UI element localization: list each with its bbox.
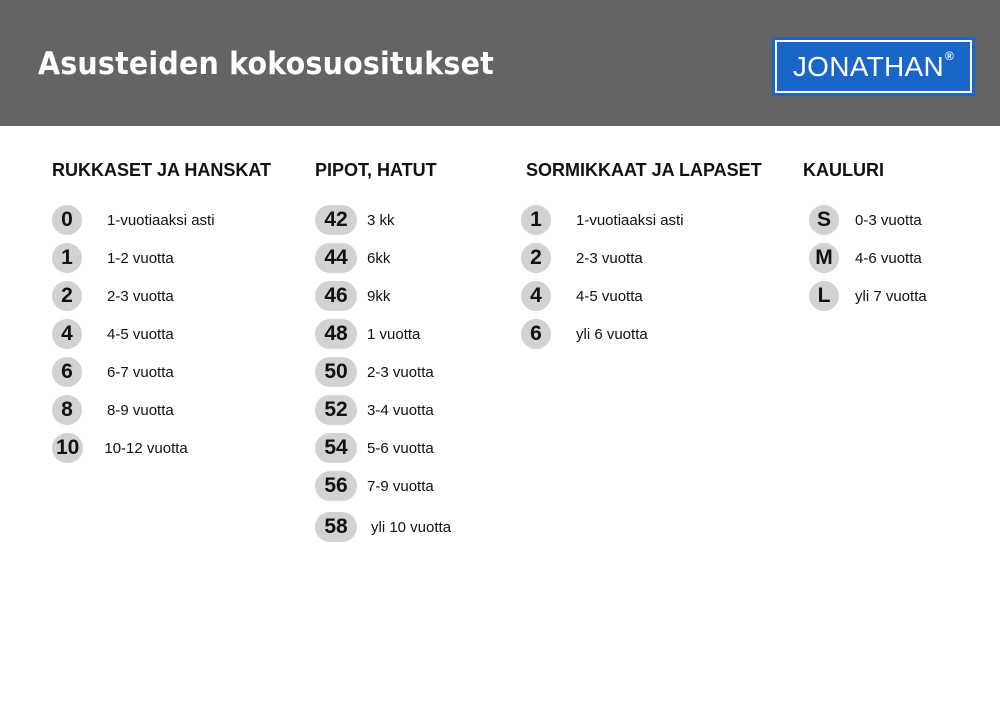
size-badge: 6 [521, 319, 551, 349]
size-row [526, 201, 762, 239]
size-badge: 42 [315, 205, 357, 235]
size-row [315, 508, 451, 546]
size-row [315, 239, 451, 277]
size-badge: 2 [521, 243, 551, 273]
column-title: RUKKASET JA HANSKAT [52, 160, 272, 180]
age-label: 4-6 vuotta [855, 249, 922, 267]
size-badge: 2 [52, 281, 82, 311]
age-label: yli 7 vuotta [855, 287, 927, 305]
column-neck-warmer [803, 160, 927, 315]
age-label: 10-12 vuotta [104, 439, 188, 457]
size-row [526, 315, 762, 353]
size-row [315, 201, 451, 239]
size-row [315, 353, 451, 391]
size-badge: 1 [52, 243, 82, 273]
size-row [803, 239, 927, 277]
size-row [526, 239, 762, 277]
age-label: 4-5 vuotta [107, 325, 174, 343]
size-row [52, 239, 271, 277]
age-label: yli 6 vuotta [576, 325, 648, 343]
age-label: 7-9 vuotta [367, 477, 434, 495]
size-row [52, 277, 271, 315]
age-label: 1-vuotiaaksi asti [576, 211, 684, 229]
size-badge: L [809, 281, 839, 311]
column-title: KAULURI [803, 160, 884, 180]
age-label: 2-3 vuotta [107, 287, 174, 305]
size-badge: 56 [315, 471, 357, 501]
size-badge: 1 [521, 205, 551, 235]
size-row [52, 315, 271, 353]
size-badge: 48 [315, 319, 357, 349]
size-row [315, 277, 451, 315]
registered-mark-icon: ® [945, 48, 955, 63]
size-badge: 50 [315, 357, 357, 387]
age-label: 1-2 vuotta [107, 249, 174, 267]
age-label: 1-vuotiaaksi asti [107, 211, 215, 229]
age-label: 0-3 vuotta [855, 211, 922, 229]
brand-logo [772, 37, 975, 96]
age-label: 1 vuotta [367, 325, 421, 343]
column-title: PIPOT, HATUT [315, 160, 437, 180]
size-badge: M [809, 243, 839, 273]
column-gloves [52, 160, 271, 467]
age-label: 5-6 vuotta [367, 439, 434, 457]
size-row [52, 429, 271, 467]
size-badge: 58 [315, 512, 357, 542]
size-row [803, 201, 927, 239]
age-label: 4-5 vuotta [576, 287, 643, 305]
size-badge: 44 [315, 243, 357, 273]
brand-logo-frame [775, 40, 972, 93]
brand-logo-text [792, 48, 955, 83]
size-row [315, 391, 451, 429]
size-row [52, 391, 271, 429]
size-row [315, 467, 451, 505]
size-row [315, 315, 451, 353]
size-badge: 46 [315, 281, 357, 311]
brand-name: JONATHAN [792, 50, 945, 82]
column-hats [315, 160, 451, 546]
size-row [526, 277, 762, 315]
size-badge: 52 [315, 395, 357, 425]
size-badge: 4 [521, 281, 551, 311]
size-badge: 8 [52, 395, 82, 425]
size-row [803, 277, 927, 315]
size-badge: 54 [315, 433, 357, 463]
size-row [52, 353, 271, 391]
age-label: 9kk [367, 287, 391, 305]
size-badge: 10 [52, 433, 83, 463]
size-row [52, 201, 271, 239]
age-label: 3 kk [367, 211, 395, 229]
age-label: 2-3 vuotta [367, 363, 434, 381]
size-row [315, 429, 451, 467]
age-label: 2-3 vuotta [576, 249, 643, 267]
age-label: 8-9 vuotta [107, 401, 174, 419]
size-badge: S [809, 205, 839, 235]
header-band [0, 0, 1000, 126]
size-badge: 4 [52, 319, 82, 349]
page-title: Asusteiden kokosuositukset [38, 46, 494, 82]
age-label: yli 10 vuotta [371, 518, 452, 536]
age-label: 6-7 vuotta [107, 363, 174, 381]
age-label: 6kk [367, 249, 391, 267]
column-mittens [526, 160, 762, 353]
size-badge: 0 [52, 205, 82, 235]
age-label: 3-4 vuotta [367, 401, 434, 419]
column-title: SORMIKKAAT JA LAPASET [526, 160, 762, 180]
size-badge: 6 [52, 357, 82, 387]
